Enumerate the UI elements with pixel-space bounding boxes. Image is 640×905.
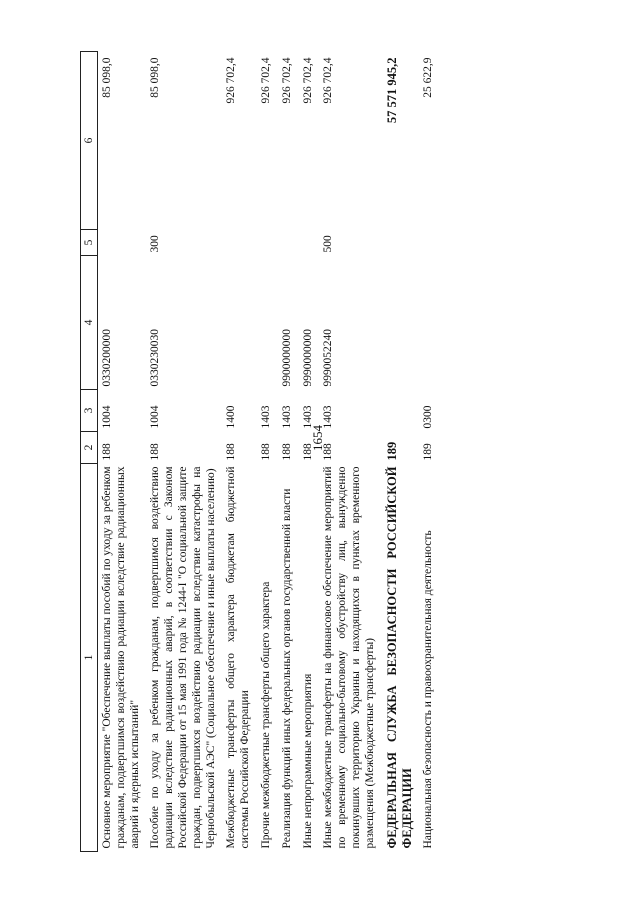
row-rz: 1403 <box>301 405 314 429</box>
table-row <box>319 52 381 852</box>
row-sum: 25 622,9 <box>421 57 434 98</box>
row-sum: 85 098,0 <box>101 57 113 98</box>
row-csr: 9900000000 <box>280 329 293 387</box>
table-row <box>278 52 299 852</box>
row-vr <box>98 230 147 256</box>
row-name: Прочие межбюджетные трансферты общего характера <box>259 581 272 849</box>
table-row <box>98 52 147 852</box>
header-col-5: 5 <box>81 230 98 256</box>
row-csr <box>419 256 440 390</box>
row-sum: 926 702,4 <box>280 57 293 104</box>
row-name: ФЕДЕРАЛЬНАЯ СЛУЖБА БЕЗОПАСНОСТИ РОССИЙСКОЙ ФЕДЕРАЦИИ <box>384 466 414 849</box>
row-vr <box>278 230 299 256</box>
row-gl: 188 <box>259 443 272 461</box>
row-vr <box>299 230 320 256</box>
row-gl: 188 <box>149 443 162 461</box>
row-vr <box>222 230 257 256</box>
row-rz: 0300 <box>421 405 434 429</box>
row-rz: 1004 <box>149 405 162 429</box>
table-row <box>146 52 222 852</box>
row-sum: 926 702,4 <box>322 57 335 104</box>
header-col-6: 6 <box>81 52 98 230</box>
header-col-3: 3 <box>81 390 98 432</box>
header-col-4: 4 <box>81 256 98 390</box>
row-sum: 926 702,4 <box>259 57 272 104</box>
row-name: Реализация функций иных федеральных органов государственной власти <box>280 488 293 849</box>
row-gl: 188 <box>301 443 314 461</box>
row-gl: 188 <box>280 443 293 461</box>
table-row <box>419 52 440 852</box>
header-col-1: 1 <box>81 464 98 852</box>
table-row <box>257 52 278 852</box>
row-rz <box>382 390 419 432</box>
row-rz: 1403 <box>322 405 335 429</box>
row-rz: 1403 <box>280 405 293 429</box>
row-vr: 500 <box>322 235 335 253</box>
row-name: Национальная безопасность и правоохранительная деятельность <box>421 530 434 849</box>
row-name: Иные межбюджетные трансферты на финансовое обеспечение мероприятий по временному социально-бытовому обустройству лиц, вынужденно покинувших территорию Украины и находящихся в пунктах временного размещения (Межбюджетные трансферты) <box>322 466 376 849</box>
table-row-section <box>382 52 419 852</box>
row-name: Основное мероприятие "Обеспечение выплаты пособий по уходу за ребенком гражданам, подвергшимся воздействию радиации вследствие радиационных аварий и ядерных испытаний" <box>101 466 141 849</box>
row-vr <box>419 230 440 256</box>
row-gl: 188 <box>322 443 335 461</box>
row-sum: 85 098,0 <box>149 57 162 98</box>
row-csr <box>222 256 257 390</box>
budget-table <box>80 51 439 852</box>
row-gl: 189 <box>421 443 434 461</box>
table-row <box>299 52 320 852</box>
row-vr <box>382 230 419 256</box>
row-gl: 188 <box>101 443 113 461</box>
row-name: Иные непрограммные мероприятия <box>301 673 314 849</box>
rotated-table-wrapper <box>80 52 620 852</box>
row-name: Пособие по уходу за ребенком гражданам, подвергшимся воздействию радиации вследствие радиационных аварий, в соответствии с Законом Российской Федерации от 15 мая 1991 года № 1244-I "О социальной защите граждан, подвергшихся воздействию радиации вследствие катастрофы на Чернобыльской АЭС" (Социальное обеспечение и иные выплаты населению) <box>149 466 217 849</box>
row-sum: 926 702,4 <box>225 57 238 104</box>
row-vr <box>257 230 278 256</box>
row-csr: 9990052240 <box>322 329 335 387</box>
header-col-2: 2 <box>81 432 98 464</box>
row-csr: 9990000000 <box>301 329 314 387</box>
row-vr: 300 <box>149 235 162 253</box>
row-csr <box>382 256 419 390</box>
row-sum: 926 702,4 <box>301 57 314 104</box>
row-gl: 189 <box>384 441 399 461</box>
table-header-row <box>81 52 98 852</box>
page-number: 1654 <box>310 425 325 451</box>
table-row <box>222 52 257 852</box>
row-name: Межбюджетные трансферты общего характера бюджетам бюджетной системы Российской Федерации <box>225 466 252 849</box>
row-sum: 57 571 945,2 <box>384 57 399 124</box>
row-csr: 0330230030 <box>149 329 162 387</box>
row-csr <box>257 256 278 390</box>
row-rz: 1403 <box>259 405 272 429</box>
row-gl: 188 <box>225 443 238 461</box>
row-csr: 0330200000 <box>101 329 113 387</box>
row-rz: 1004 <box>101 405 113 429</box>
row-rz: 1400 <box>225 405 238 429</box>
